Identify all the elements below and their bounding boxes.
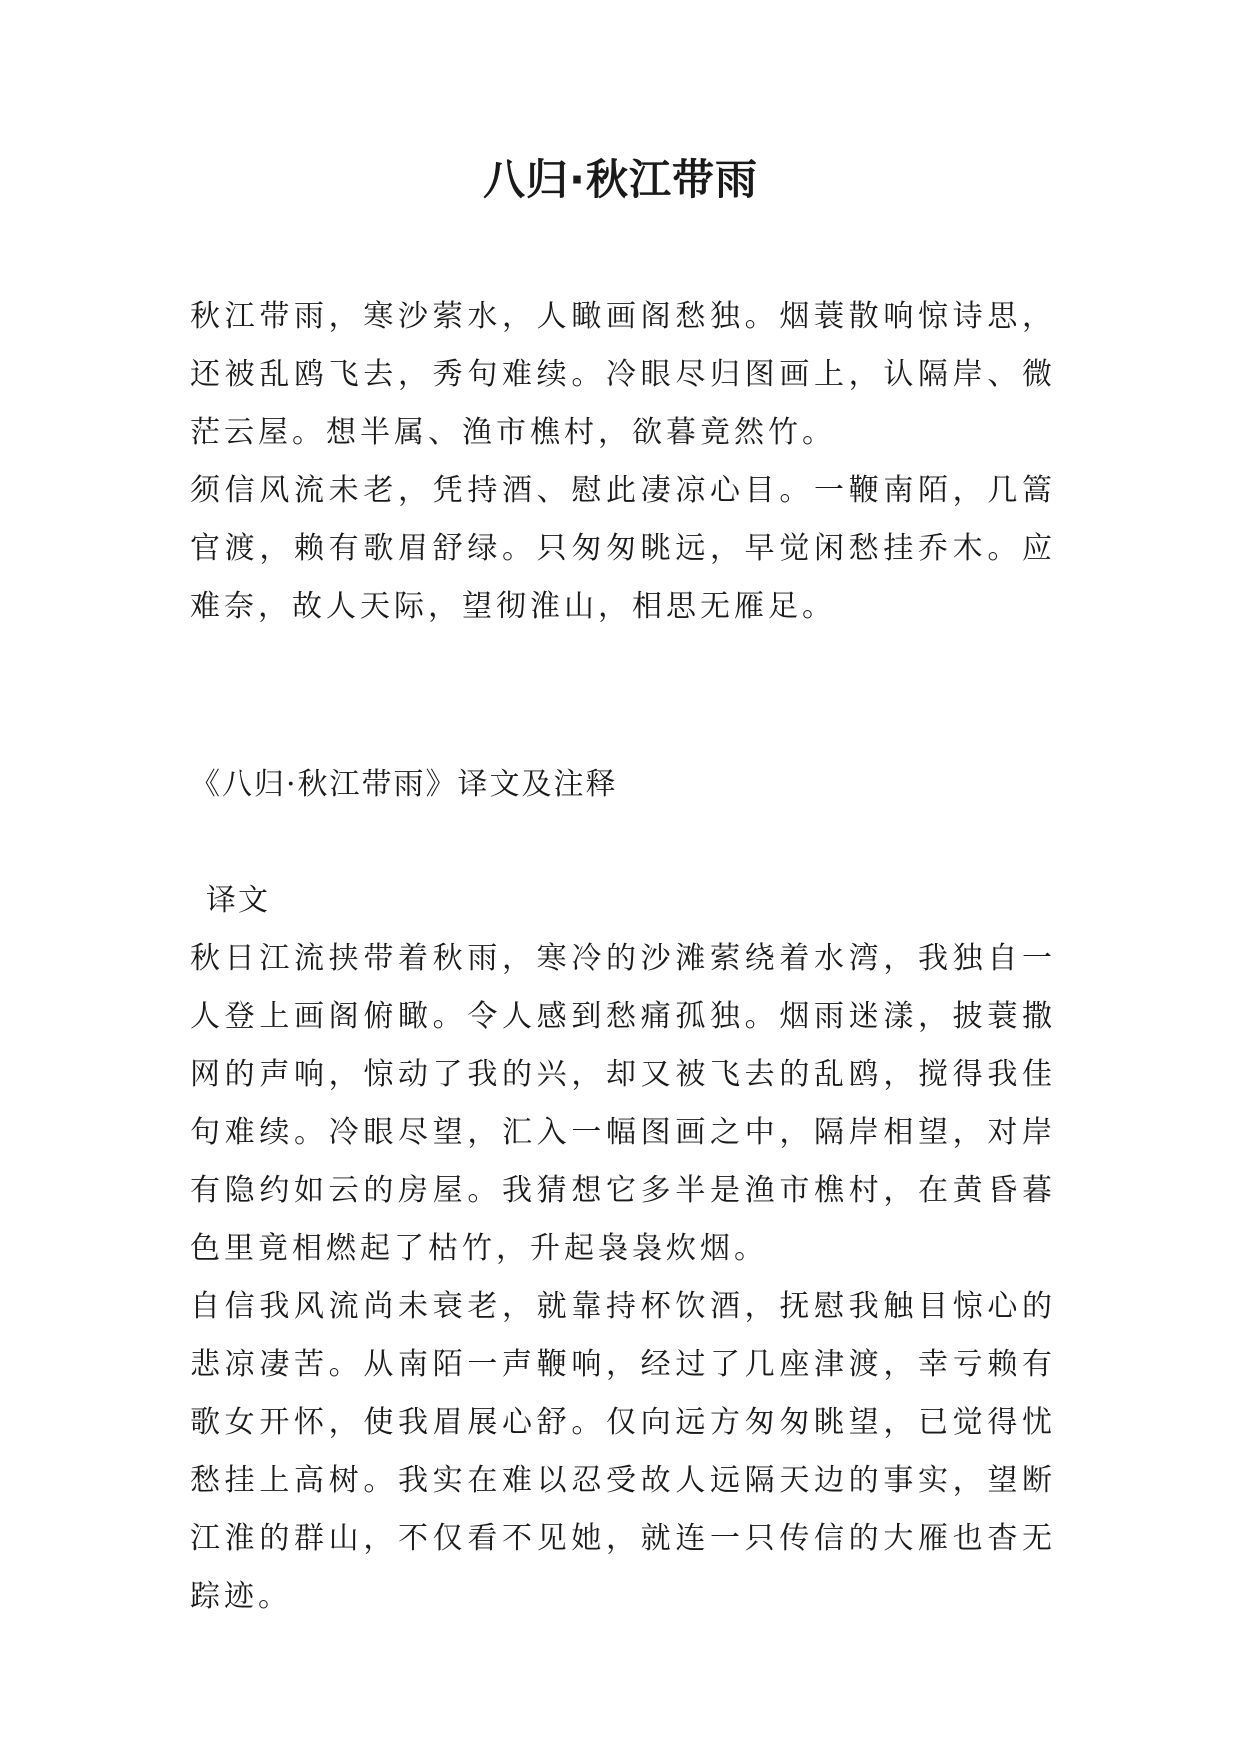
poem-body <box>190 288 1056 636</box>
translation-paragraph-2: 自信我风流尚未衰老，就靠持杯饮酒，抚慰我触目惊心的悲凉凄苦。从南陌一声鞭响，经过了几座津渡，幸亏赖有歌女开怀，使我眉展心舒。仅向远方匆匆眺望，已觉得忧愁挂上高树。我实在难以忍受故人远隔天边的事实，望断江淮的群山，不仅看不见她，就连一只传信的大雁也杳无踪迹。 <box>190 1289 1056 1614</box>
translation-paragraph-1: 秋日江流挟带着秋雨，寒冷的沙滩萦绕着水湾，我独自一人登上画阁俯瞰。令人感到愁痛孤独。烟雨迷漾，披蓑撒网的声响，惊动了我的兴，却又被飞去的乱鸥，搅得我佳句难续。冷眼尽望，汇入一幅图画之中，隔岸相望，对岸有隐约如云的房屋。我猜想它多半是渔市樵村，在黄昏暮色里竟相燃起了枯竹，升起袅袅炊烟。 <box>190 941 1056 1266</box>
section-heading: 《八归·秋江带雨》译文及注释 <box>190 767 618 802</box>
poem-stanza-1: 秋江带雨，寒沙萦水，人瞰画阁愁独。烟蓑散响惊诗思，还被乱鸥飞去，秀句难续。冷眼尽归图画上，认隔岸、微茫云屋。想半属、渔市樵村，欲暮竟然竹。 <box>190 299 1056 450</box>
translation-body <box>190 930 1056 1626</box>
poem-stanza-2: 须信风流未老，凭持酒、慰此凄凉心目。一鞭南陌，几篙官渡，赖有歌眉舒绿。只匆匆眺远，早觉闲愁挂乔木。应难奈，故人天际，望彻淮山，相思无雁足。 <box>190 473 1056 624</box>
translation-label: 译文 <box>206 883 270 918</box>
page-title: 八归·秋江带雨 <box>483 155 758 204</box>
